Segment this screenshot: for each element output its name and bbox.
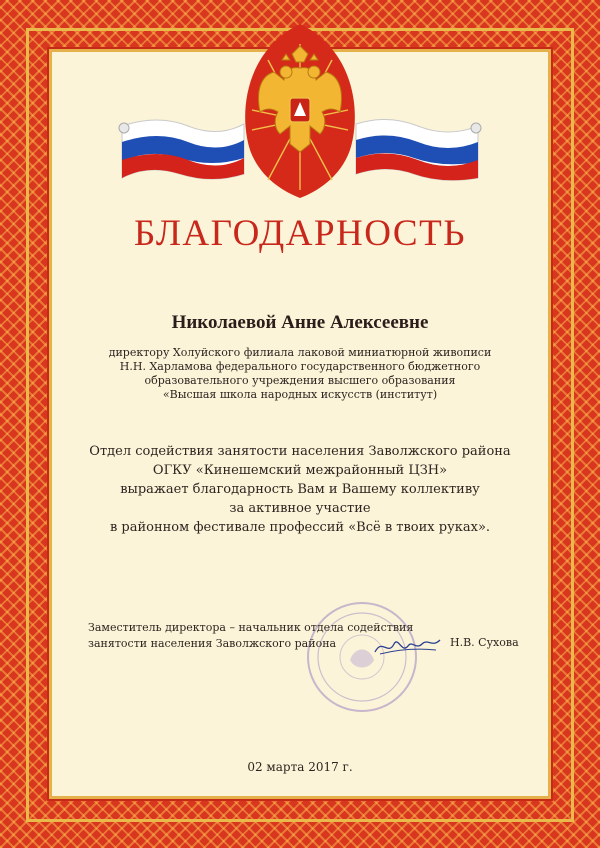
- position-line: директору Холуйского филиала лаковой миниатюрной живописи: [108, 346, 492, 359]
- signer-name: Н.В. Сухова: [450, 636, 519, 649]
- certificate-title: БЛАГОДАРНОСТЬ: [134, 213, 466, 254]
- russian-flag-right-icon: [352, 108, 482, 188]
- russian-flag-left-icon: [118, 108, 248, 188]
- signer-title: [88, 620, 413, 652]
- signer-title-line: занятости населения Заволжского района: [88, 637, 337, 650]
- gratitude-text: [70, 442, 530, 537]
- position-line: образовательного учреждения высшего образования: [144, 374, 456, 387]
- russian-coat-of-arms-icon: [230, 20, 370, 200]
- body-line: за активное участие: [229, 501, 371, 516]
- body-line: выражает благодарность Вам и Вашему коллективу: [120, 482, 480, 497]
- signer-title-line: Заместитель директора – начальник отдела содействия: [88, 621, 414, 634]
- position-line: Н.Н. Харламова федерального государственного бюджетного: [119, 360, 481, 373]
- position-line: «Высшая школа народных искусств (институт): [162, 388, 438, 401]
- recipient-name: Николаевой Анне Алексеевне: [171, 312, 429, 333]
- signature-icon: [372, 634, 444, 658]
- issue-date: 02 марта 2017 г.: [247, 760, 353, 774]
- body-line: в районном фестивале профессий «Всё в твоих руках».: [109, 520, 491, 535]
- body-line: ОГКУ «Кинешемский межрайонный ЦЗН»: [152, 463, 448, 478]
- recipient-position: [70, 346, 530, 402]
- body-line: Отдел содействия занятости населения Заволжского района: [89, 444, 511, 459]
